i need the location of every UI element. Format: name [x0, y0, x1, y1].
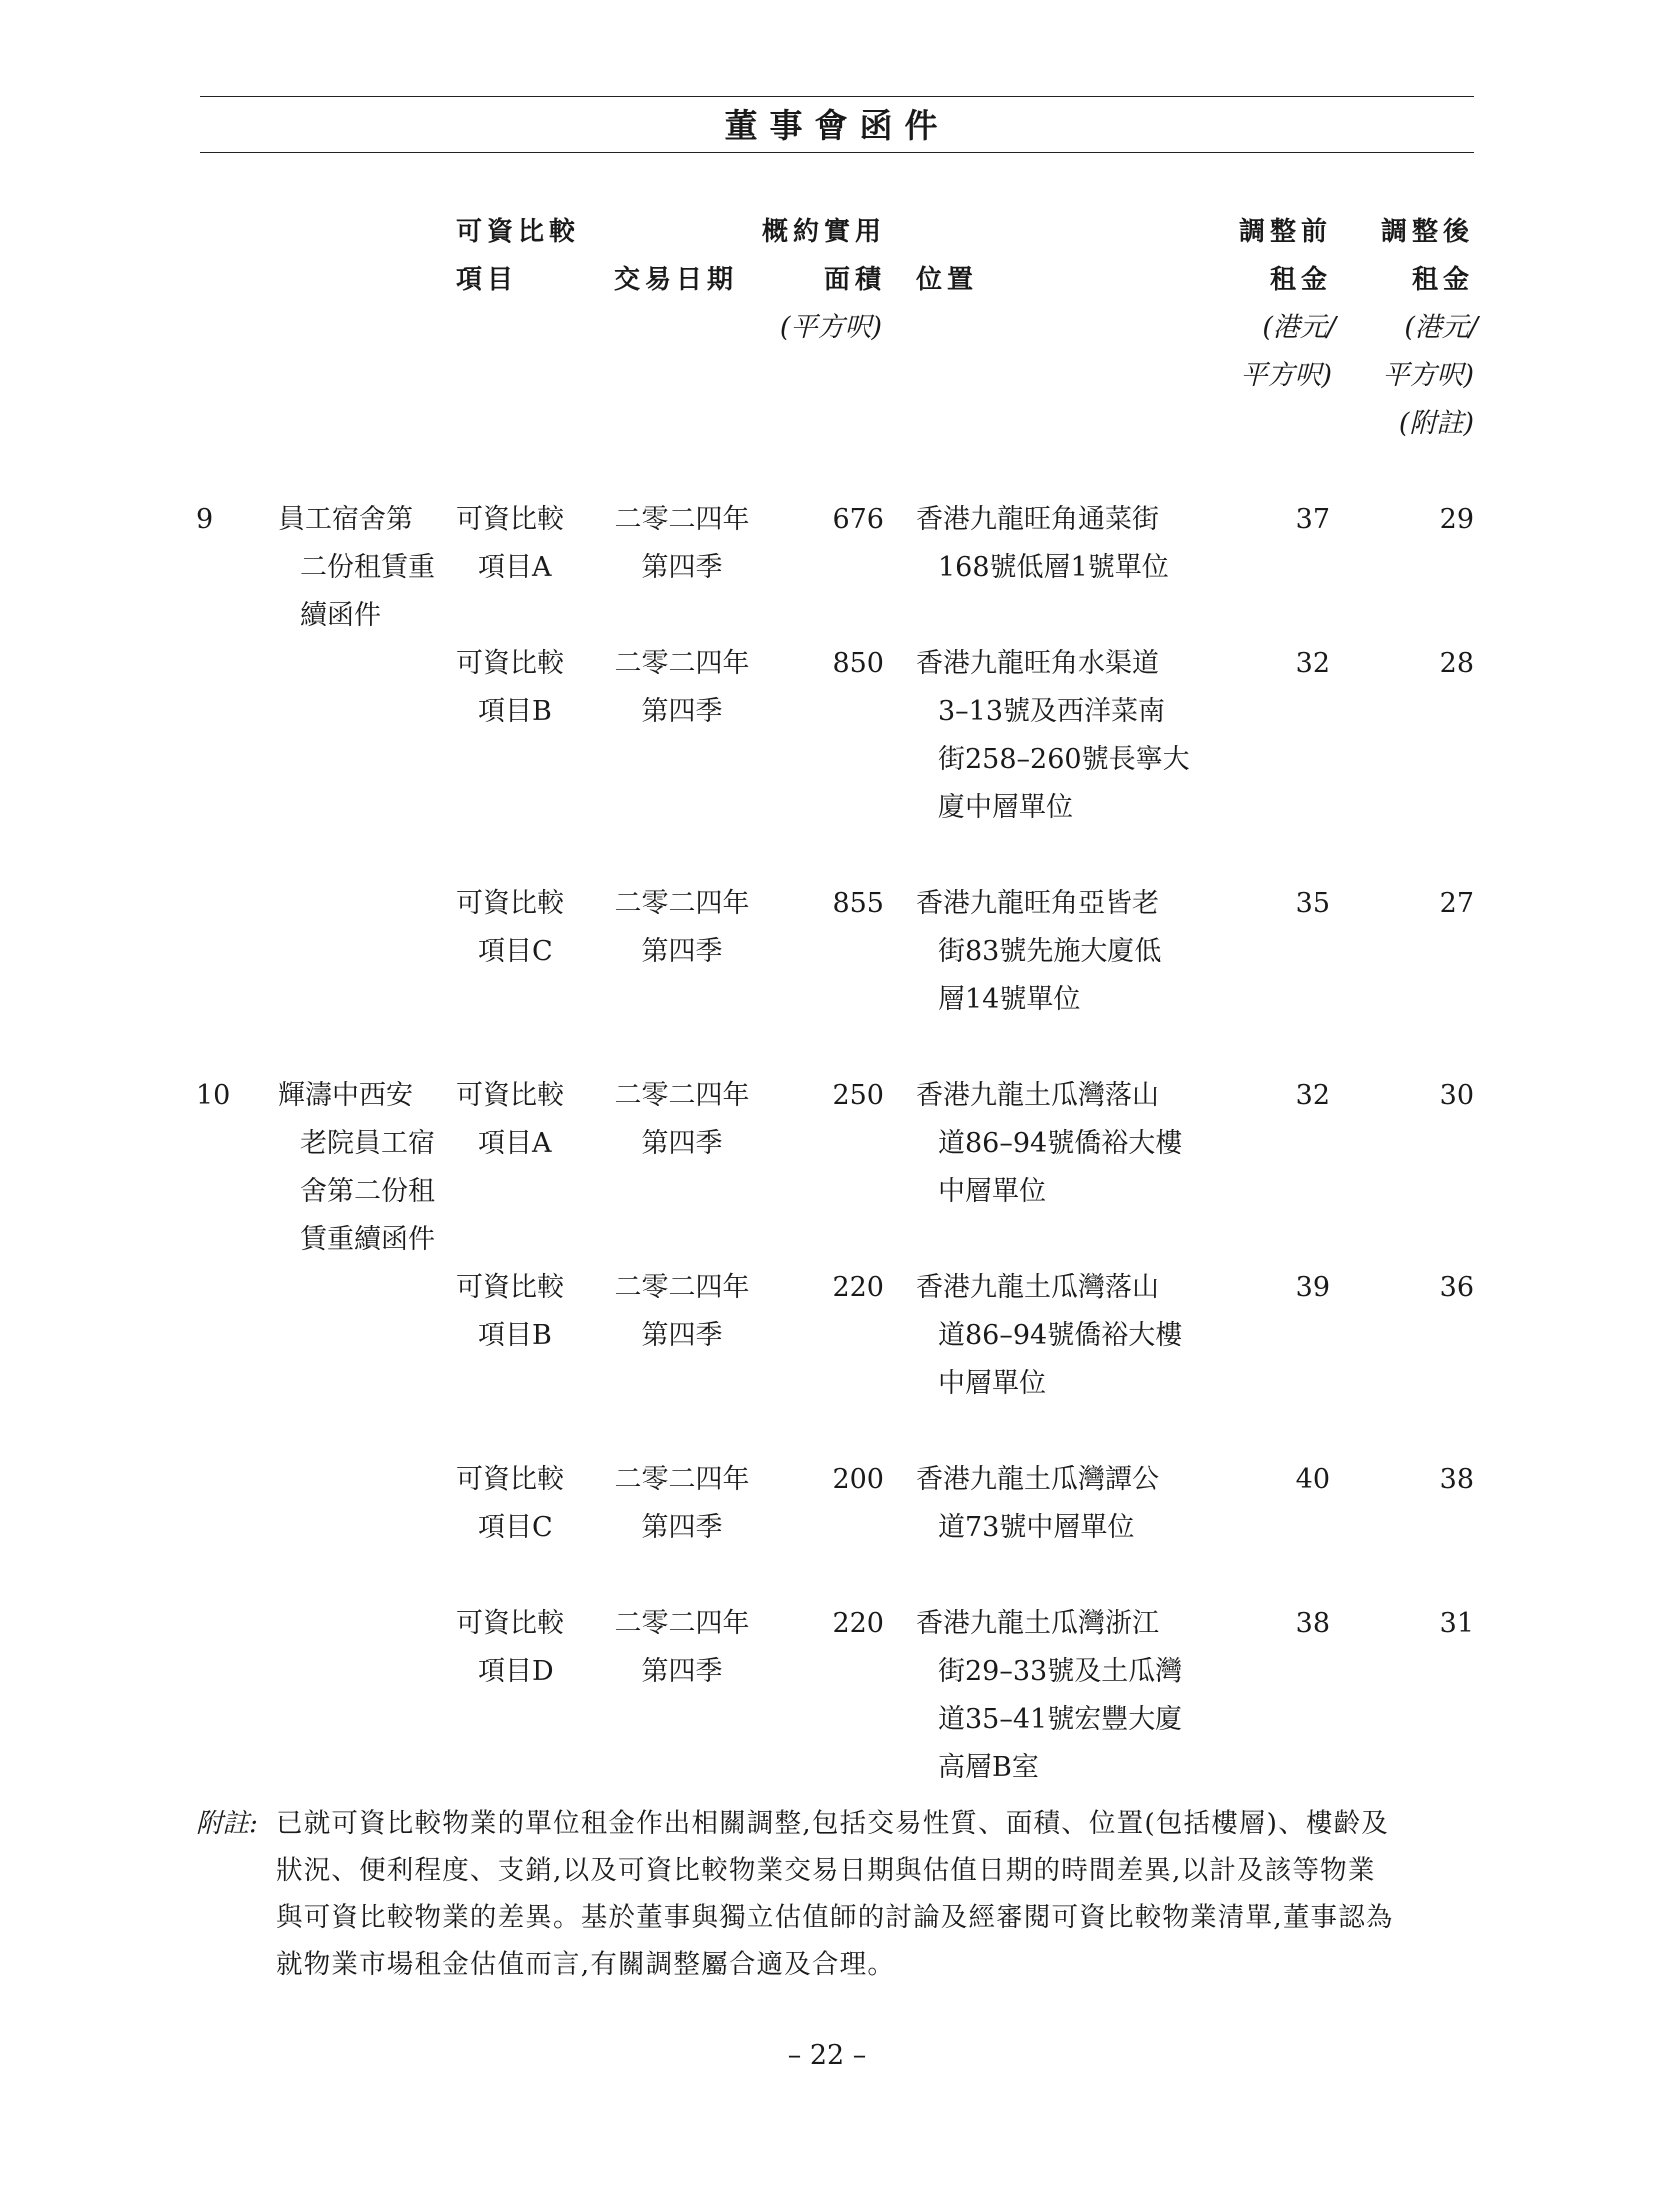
col-header-rent-after-4: 平方呎) — [1382, 360, 1474, 391]
page-number: – 22 – — [787, 2040, 867, 2071]
group-name: 員工宿舍第 二份租賃重 續函件 — [278, 504, 435, 631]
rent-after-cell: 28 — [1439, 648, 1474, 679]
rent-before-cell: 40 — [1295, 1464, 1330, 1495]
col-header-comparable-2: 項目 — [456, 265, 519, 295]
comparable-cell: 可資比較 項目C — [456, 1464, 564, 1543]
col-header-comparable-1: 可資比較 — [456, 217, 581, 247]
date-cell: 二零二四年 第四季 — [614, 648, 750, 727]
footnote-text: 已就可資比較物業的單位租金作出相關調整,包括交易性質、面積、位置(包括樓層)、樓齡及 狀況、便利程度、支銷,以及可資比較物業交易日期與估值日期的時間差異,以計及該等物業 與可資比較物業的差異。基於董事與獨立估值師的討論及經審閱可資比較物業清單,董事認為 就物業市場租金估值而言,有關調整屬合適及合理。 — [276, 1808, 1394, 1980]
col-header-rent-after-2: 租金 — [1411, 265, 1474, 295]
area-cell: 250 — [832, 1080, 884, 1111]
rent-before-cell: 39 — [1295, 1272, 1330, 1303]
footnote-label: 附註: — [196, 1808, 258, 1839]
group-number: 10 — [196, 1080, 231, 1111]
date-cell: 二零二四年 第四季 — [614, 888, 750, 967]
rent-after-cell: 29 — [1439, 504, 1474, 535]
footnote — [196, 1800, 1474, 1988]
group-name: 輝濤中西安 老院員工宿 舍第二份租 賃重續函件 — [278, 1080, 435, 1255]
area-cell: 200 — [832, 1464, 884, 1495]
date-cell: 二零二四年 第四季 — [614, 1464, 750, 1543]
location-cell: 香港九龍旺角亞皆老 街83號先施大廈低 層14號單位 — [916, 888, 1162, 1015]
date-cell: 二零二四年 第四季 — [614, 1272, 750, 1351]
col-header-rent-before-3: (港元/ — [1262, 312, 1336, 343]
col-header-rent-after-1: 調整後 — [1380, 217, 1474, 247]
rent-after-cell: 31 — [1439, 1608, 1474, 1639]
rent-before-cell: 32 — [1295, 648, 1330, 679]
rent-after-cell: 36 — [1439, 1272, 1474, 1303]
col-header-date: 交易日期 — [614, 265, 739, 295]
area-cell: 220 — [832, 1608, 884, 1639]
rent-after-cell: 38 — [1439, 1464, 1474, 1495]
comparable-cell: 可資比較 項目D — [456, 1608, 564, 1687]
comparable-cell: 可資比較 項目C — [456, 888, 564, 967]
area-cell: 855 — [832, 888, 884, 919]
date-cell: 二零二四年 第四季 — [614, 1080, 750, 1159]
comparable-cell: 可資比較 項目A — [456, 504, 564, 583]
location-cell: 香港九龍土瓜灣浙江 街29–33號及土瓜灣 道35–41號宏豐大廈 高層B室 — [916, 1608, 1183, 1783]
col-header-rent-after-5: (附註) — [1398, 408, 1474, 439]
page-title: 董事會函件 — [724, 106, 950, 145]
col-header-rent-before-4: 平方呎) — [1240, 360, 1332, 391]
location-cell: 香港九龍土瓜灣譚公 道73號中層單位 — [916, 1464, 1159, 1543]
header-top-rule — [200, 96, 1474, 97]
rent-before-cell: 32 — [1295, 1080, 1330, 1111]
rent-after-cell: 30 — [1439, 1080, 1474, 1111]
location-cell: 香港九龍旺角通菜街 168號低層1號單位 — [916, 504, 1169, 583]
col-header-rent-before-1: 調整前 — [1238, 217, 1332, 247]
rent-after-cell: 27 — [1439, 888, 1474, 919]
rent-before-cell: 37 — [1295, 504, 1330, 535]
area-cell: 850 — [832, 648, 884, 679]
area-cell: 676 — [832, 504, 884, 535]
comparable-cell: 可資比較 項目A — [456, 1080, 564, 1159]
col-header-area-2: 面積 — [823, 265, 886, 295]
comparable-cell: 可資比較 項目B — [456, 1272, 564, 1351]
date-cell: 二零二四年 第四季 — [614, 504, 750, 583]
rent-before-cell: 35 — [1295, 888, 1330, 919]
col-header-rent-before-2: 租金 — [1269, 265, 1332, 295]
col-header-rent-after-3: (港元/ — [1404, 312, 1478, 343]
comparable-cell: 可資比較 項目B — [456, 648, 564, 727]
group-number: 9 — [196, 504, 214, 535]
rent-before-cell: 38 — [1295, 1608, 1330, 1639]
area-cell: 220 — [832, 1272, 884, 1303]
header-bottom-rule — [200, 152, 1474, 153]
col-header-area-1: 概約實用 — [761, 217, 886, 247]
location-cell: 香港九龍旺角水渠道 3–13號及西洋菜南 街258–260號長寧大 廈中層單位 — [916, 648, 1190, 823]
date-cell: 二零二四年 第四季 — [614, 1608, 750, 1687]
col-header-location: 位置 — [916, 265, 979, 295]
location-cell: 香港九龍土瓜灣落山 道86–94號僑裕大樓 中層單位 — [916, 1080, 1183, 1207]
col-header-area-unit: (平方呎) — [779, 312, 882, 343]
location-cell: 香港九龍土瓜灣落山 道86–94號僑裕大樓 中層單位 — [916, 1272, 1183, 1399]
